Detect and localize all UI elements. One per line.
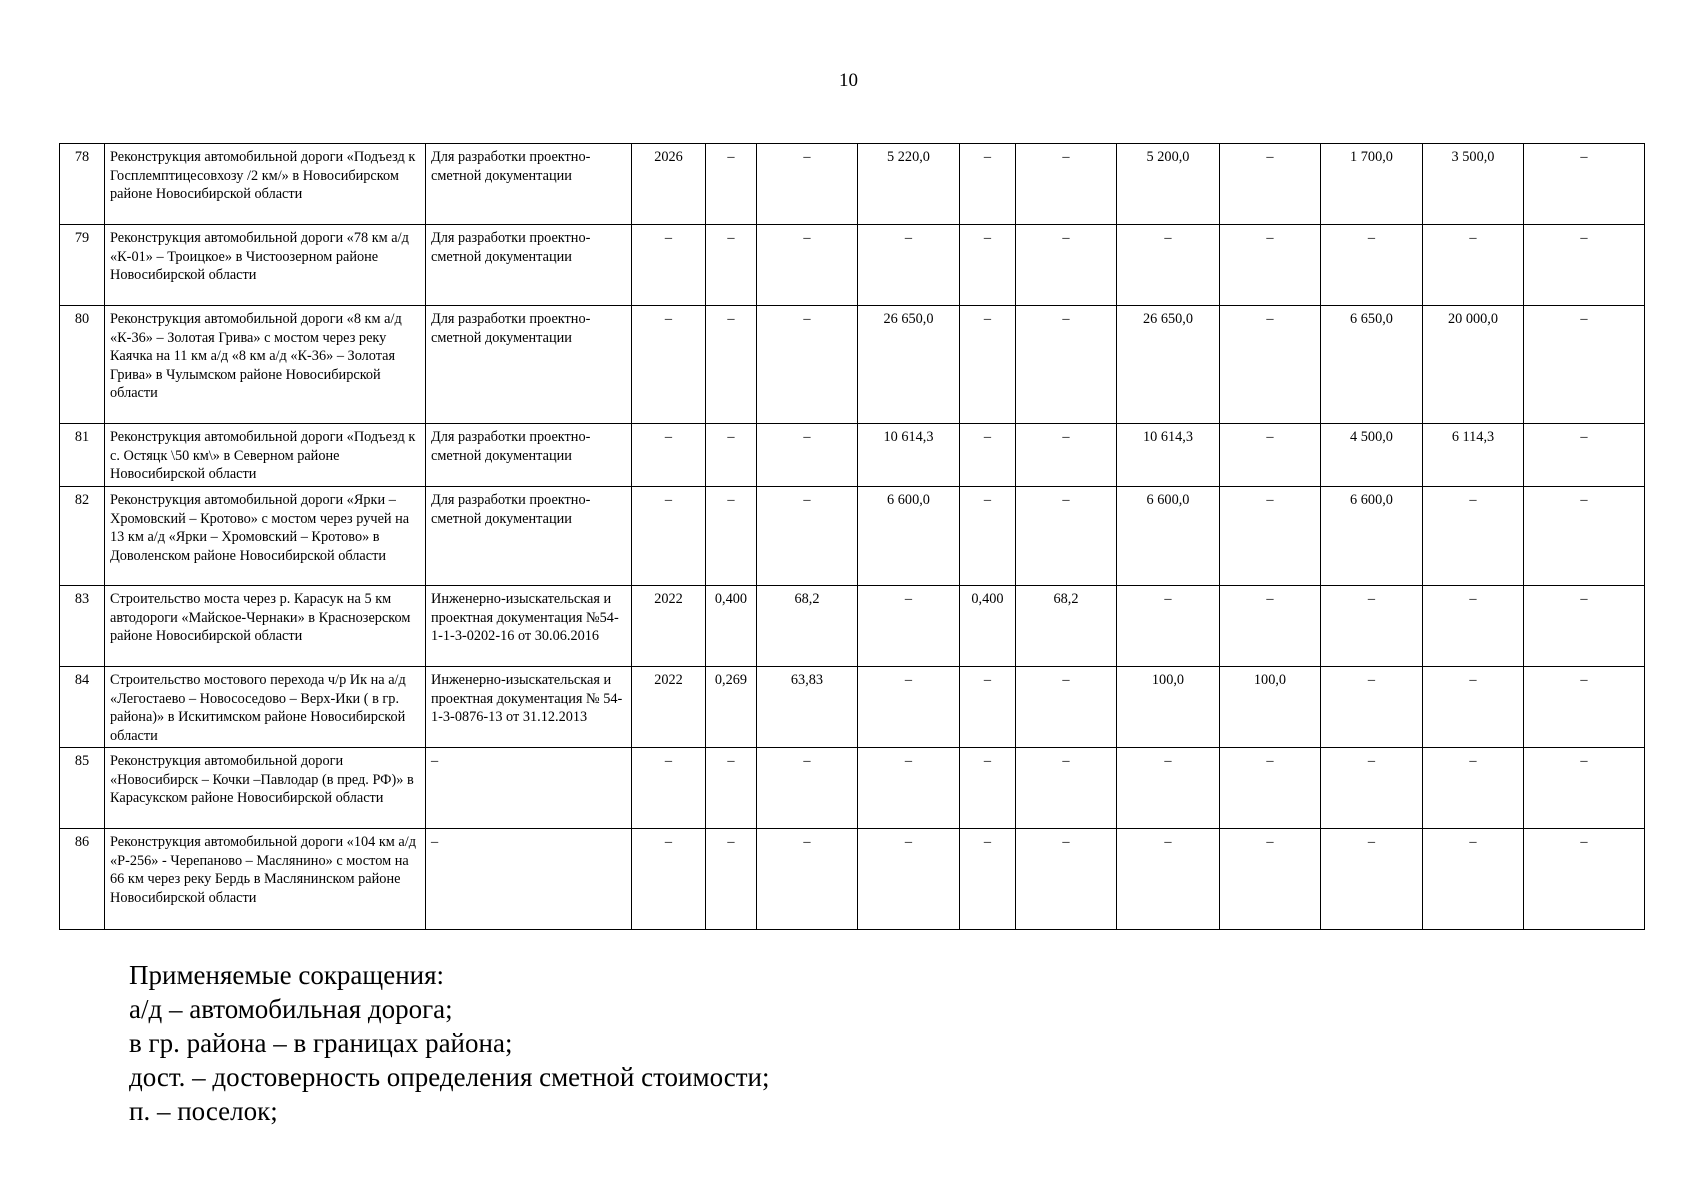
value-cell: 5 220,0: [858, 144, 960, 225]
value-cell: –: [1524, 487, 1645, 586]
value-cell: 63,83: [757, 667, 858, 748]
value-cell: –: [706, 225, 757, 306]
value-cell: –: [1524, 586, 1645, 667]
value-cell: –: [1524, 225, 1645, 306]
row-number: 85: [60, 748, 105, 829]
value-cell: –: [1321, 586, 1423, 667]
value-cell: –: [706, 487, 757, 586]
purpose-cell: Для разработки проектно-сметной документации: [426, 306, 632, 424]
object-name: Реконструкция автомобильной дороги «Подъезд к Госплемптицесовхозу /2 км/» в Новосибирском районе Новосибирской области: [105, 144, 426, 225]
value-cell: –: [706, 424, 757, 487]
value-cell: –: [960, 144, 1016, 225]
year-cell: –: [632, 306, 706, 424]
abbreviation-item: дост. – достоверность определения сметной стоимости;: [129, 1062, 770, 1092]
object-name: Строительство моста через р. Карасук на 5 км автодороги «Майское-Чернаки» в Краснозерском районе Новосибирской области: [105, 586, 426, 667]
table-row: [60, 225, 1645, 306]
value-cell: –: [1524, 748, 1645, 829]
value-cell: 6 650,0: [1321, 306, 1423, 424]
value-cell: –: [1220, 829, 1321, 930]
value-cell: –: [960, 748, 1016, 829]
value-cell: –: [858, 667, 960, 748]
value-cell: 26 650,0: [858, 306, 960, 424]
value-cell: –: [1220, 144, 1321, 225]
purpose-cell: –: [426, 829, 632, 930]
value-cell: 0,400: [706, 586, 757, 667]
value-cell: –: [1016, 748, 1117, 829]
row-number: 81: [60, 424, 105, 487]
value-cell: –: [1220, 748, 1321, 829]
value-cell: –: [960, 424, 1016, 487]
value-cell: 10 614,3: [1117, 424, 1220, 487]
table-row: [60, 424, 1645, 487]
value-cell: –: [1117, 748, 1220, 829]
year-cell: 2022: [632, 667, 706, 748]
value-cell: –: [1016, 144, 1117, 225]
value-cell: –: [757, 225, 858, 306]
value-cell: –: [757, 306, 858, 424]
value-cell: –: [858, 586, 960, 667]
value-cell: –: [1016, 225, 1117, 306]
row-number: 78: [60, 144, 105, 225]
value-cell: –: [1016, 424, 1117, 487]
value-cell: –: [706, 306, 757, 424]
abbreviations-heading: Применяемые сокращения:: [129, 960, 445, 990]
value-cell: –: [706, 748, 757, 829]
value-cell: –: [757, 748, 858, 829]
value-cell: –: [1423, 487, 1524, 586]
year-cell: 2026: [632, 144, 706, 225]
year-cell: –: [632, 487, 706, 586]
value-cell: 68,2: [757, 586, 858, 667]
purpose-cell: –: [426, 748, 632, 829]
value-cell: 5 200,0: [1117, 144, 1220, 225]
value-cell: –: [1524, 667, 1645, 748]
value-cell: –: [1016, 487, 1117, 586]
table-row: [60, 144, 1645, 225]
value-cell: –: [706, 144, 757, 225]
value-cell: –: [1220, 586, 1321, 667]
value-cell: –: [858, 225, 960, 306]
purpose-cell: Инженерно-изыскательская и проектная документация №54-1-1-3-0202-16 от 30.06.2016: [426, 586, 632, 667]
value-cell: –: [960, 225, 1016, 306]
value-cell: –: [1220, 424, 1321, 487]
year-cell: –: [632, 424, 706, 487]
purpose-cell: Инженерно-изыскательская и проектная документация № 54-1-3-0876-13 от 31.12.2013: [426, 667, 632, 748]
abbreviation-item: а/д – автомобильная дорога;: [129, 994, 453, 1024]
value-cell: –: [1117, 829, 1220, 930]
value-cell: 6 600,0: [1117, 487, 1220, 586]
value-cell: –: [960, 667, 1016, 748]
row-number: 84: [60, 667, 105, 748]
table-row: [60, 586, 1645, 667]
value-cell: –: [1423, 748, 1524, 829]
row-number: 80: [60, 306, 105, 424]
abbreviations-block: [129, 958, 770, 1128]
value-cell: 4 500,0: [1321, 424, 1423, 487]
value-cell: 68,2: [1016, 586, 1117, 667]
value-cell: –: [1321, 829, 1423, 930]
value-cell: –: [1117, 225, 1220, 306]
purpose-cell: Для разработки проектно-сметной документации: [426, 424, 632, 487]
value-cell: –: [960, 487, 1016, 586]
value-cell: –: [757, 144, 858, 225]
value-cell: 100,0: [1117, 667, 1220, 748]
value-cell: –: [1524, 306, 1645, 424]
purpose-cell: Для разработки проектно-сметной документации: [426, 225, 632, 306]
year-cell: –: [632, 748, 706, 829]
object-name: Реконструкция автомобильной дороги «8 км а/д «К-36» – Золотая Грива» с мостом через реку Каячка на 11 км а/д «8 км а/д «К-36» – Золотая Грива» в Чулымском районе Новосибирской области: [105, 306, 426, 424]
value-cell: –: [1220, 225, 1321, 306]
value-cell: –: [1423, 667, 1524, 748]
row-number: 83: [60, 586, 105, 667]
value-cell: –: [1321, 748, 1423, 829]
row-number: 86: [60, 829, 105, 930]
value-cell: –: [1220, 306, 1321, 424]
value-cell: 6 114,3: [1423, 424, 1524, 487]
object-name: Строительство мостового перехода ч/р Ик на а/д «Легостаево – Новососедово – Верх-Ики ( в гр. района)» в Искитимском районе Новосибирской области: [105, 667, 426, 748]
value-cell: 0,400: [960, 586, 1016, 667]
value-cell: –: [1117, 586, 1220, 667]
value-cell: –: [1220, 487, 1321, 586]
value-cell: –: [960, 829, 1016, 930]
object-name: Реконструкция автомобильной дороги «Ярки – Хромовский – Кротово» с мостом через ручей на 13 км а/д «Ярки – Хромовский – Кротово» в Доволенском районе Новосибирской области: [105, 487, 426, 586]
value-cell: –: [1016, 829, 1117, 930]
value-cell: 6 600,0: [1321, 487, 1423, 586]
abbreviation-item: в гр. района – в границах района;: [129, 1028, 513, 1058]
object-name: Реконструкция автомобильной дороги «104 км а/д «Р-256» - Черепаново – Маслянино» с мостом на 66 км через реку Бердь в Маслянинском районе Новосибирской области: [105, 829, 426, 930]
value-cell: –: [1423, 225, 1524, 306]
value-cell: –: [1016, 667, 1117, 748]
object-name: Реконструкция автомобильной дороги «Новосибирск – Кочки –Павлодар (в пред. РФ)» в Карасукском районе Новосибирской области: [105, 748, 426, 829]
table-row: [60, 487, 1645, 586]
row-number: 79: [60, 225, 105, 306]
value-cell: 20 000,0: [1423, 306, 1524, 424]
table-row: [60, 306, 1645, 424]
value-cell: –: [757, 829, 858, 930]
value-cell: –: [858, 829, 960, 930]
value-cell: –: [960, 306, 1016, 424]
value-cell: –: [1423, 829, 1524, 930]
purpose-cell: Для разработки проектно-сметной документации: [426, 487, 632, 586]
value-cell: –: [1524, 144, 1645, 225]
value-cell: –: [1016, 306, 1117, 424]
value-cell: –: [858, 748, 960, 829]
row-number: 82: [60, 487, 105, 586]
purpose-cell: Для разработки проектно-сметной документации: [426, 144, 632, 225]
value-cell: –: [1423, 586, 1524, 667]
value-cell: –: [1321, 225, 1423, 306]
value-cell: –: [1524, 424, 1645, 487]
value-cell: 0,269: [706, 667, 757, 748]
value-cell: 3 500,0: [1423, 144, 1524, 225]
table-row: [60, 829, 1645, 930]
object-name: Реконструкция автомобильной дороги «Подъезд к с. Остяцк \50 км\» в Северном районе Новосибирской области: [105, 424, 426, 487]
page-number: 10: [839, 70, 858, 91]
value-cell: –: [757, 487, 858, 586]
value-cell: –: [706, 829, 757, 930]
abbreviation-item: п. – поселок;: [129, 1096, 278, 1126]
year-cell: –: [632, 225, 706, 306]
value-cell: 1 700,0: [1321, 144, 1423, 225]
value-cell: 10 614,3: [858, 424, 960, 487]
table-row: [60, 667, 1645, 748]
year-cell: –: [632, 829, 706, 930]
object-name: Реконструкция автомобильной дороги «78 км а/д «К-01» – Троицкое» в Чистоозерном районе Новосибирской области: [105, 225, 426, 306]
road-projects-table: [59, 143, 1645, 930]
value-cell: 100,0: [1220, 667, 1321, 748]
value-cell: –: [1321, 667, 1423, 748]
value-cell: –: [1524, 829, 1645, 930]
year-cell: 2022: [632, 586, 706, 667]
value-cell: 6 600,0: [858, 487, 960, 586]
value-cell: –: [757, 424, 858, 487]
table-row: [60, 748, 1645, 829]
value-cell: 26 650,0: [1117, 306, 1220, 424]
